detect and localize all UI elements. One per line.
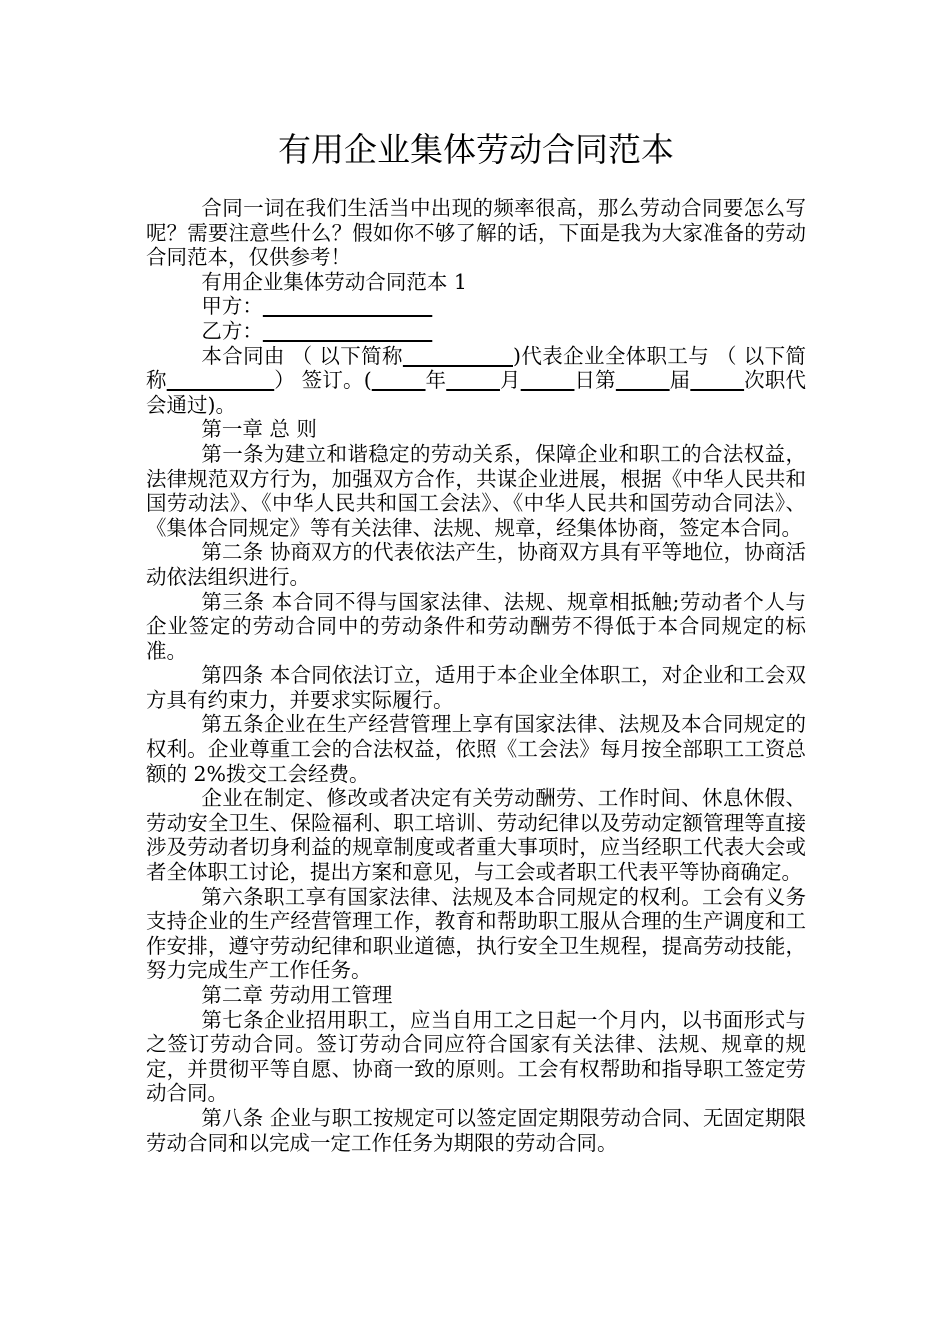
- signing-blank-5: [521, 368, 575, 392]
- signing-text-4: 年: [425, 368, 447, 393]
- chapter-1-heading: 第一章 总 则: [201, 417, 317, 442]
- signing-text-7: 届: [669, 368, 691, 393]
- document-body: [146, 196, 806, 1155]
- article-8: 第八条 企业与职工按规定可以签定固定期限劳动合同、无固定期限劳动合同和以完成一定工作任务为期限的劳动合同。: [146, 1105, 806, 1155]
- chapter-2-heading: 第二章 劳动用工管理: [201, 983, 393, 1007]
- party-b-label: 乙方：: [201, 318, 263, 343]
- article-7: 第七条企业招用职工，应当自用工之日起一个月内，以书面形式与之签订劳动合同。签订劳动合同应符合国家有关法律、法规、规章的规定，并贯彻平等自愿、协商一致的原则。工会有权帮助和指导职工签定劳动合同。: [146, 1007, 806, 1106]
- signing-text-6: 日第: [574, 368, 616, 393]
- article-6: 第六条职工享有国家法律、法规及本合同规定的权利。工会有义务支持企业的生产经营管理工作，教育和帮助职工服从合理的生产调度和工作安排，遵守劳动纪律和职业道德，执行安全卫生规程，提高劳动技能，努力完成生产工作任务。: [146, 884, 806, 983]
- signing-blank-6: [616, 368, 670, 392]
- article-5: 第五条企业在生产经营管理上享有国家法律、法规及本合同规定的权利。企业尊重工会的合法权益，依照《工会法》每月按全部职工工资总额的 2%拨交工会经费。: [146, 712, 806, 786]
- contract-subtitle: 有用企业集体劳动合同范本 1: [201, 269, 467, 294]
- article-4: 第四条 本合同依法订立，适用于本企业全体职工，对企业和工会双方具有约束力，并要求实际履行。: [146, 663, 806, 712]
- document-title: 有用企业集体劳动合同范本: [278, 130, 674, 169]
- party-b-line: [146, 319, 806, 344]
- signing-blank-3: [372, 368, 426, 392]
- signing-blank-7: [690, 368, 744, 392]
- signing-paragraph: [146, 344, 806, 418]
- signing-blank-2: [167, 368, 275, 392]
- party-a-label: 甲方：: [201, 294, 263, 319]
- article-1: 第一条为建立和谐稳定的劳动关系，保障企业和职工的合法权益，法律规范双方行为，加强双方合作，共谋企业进展，根据《中华人民共和国劳动法》、《中华人民共和国工会法》、《中华人民共和国劳动合同法》、《集体合同规定》等有关法律、法规、规章，经集体协商，签定本合同。: [146, 441, 806, 540]
- party-b-blank: [263, 319, 432, 343]
- intro-paragraph: 合同一词在我们生活当中出现的频率很高，那么劳动合同要怎么写呢？需要注意些什么？假如你不够了解的话，下面是我为大家准备的劳动合同范本，仅供参考！: [146, 196, 806, 270]
- signing-text-8: 次职代会通过)。: [146, 368, 806, 417]
- signing-text-5: 月: [499, 368, 521, 393]
- document-page: [146, 0, 806, 1344]
- party-a-blank: [263, 294, 432, 318]
- signing-blank-4: [446, 368, 500, 392]
- party-a-line: [146, 294, 806, 319]
- signing-blank-1: [403, 344, 513, 368]
- article-2: 第二条 协商双方的代表依法产生，协商双方具有平等地位，协商活动依法组织进行。: [146, 540, 806, 589]
- signing-text-3: ） 签订。(: [274, 368, 372, 393]
- signing-text-1: 本合同由 （ 以下简称: [201, 343, 403, 368]
- signing-text-2: )代表企业全体职工与 （ 以下简称: [146, 343, 806, 393]
- article-5-continued: 企业在制定、修改或者决定有关劳动酬劳、工作时间、休息休假、劳动安全卫生、保险福利、职工培训、劳动纪律以及劳动定额管理等直接涉及劳动者切身利益的规章制度或者重大事项时，应当经职工代表大会或者全体职工讨论，提出方案和意见，与工会或者职工代表平等协商确定。: [146, 786, 806, 885]
- article-3: 第三条 本合同不得与国家法律、法规、规章相抵触;劳动者个人与企业签定的劳动合同中的劳动条件和劳动酬劳不得低于本合同规定的标准。: [146, 589, 806, 663]
